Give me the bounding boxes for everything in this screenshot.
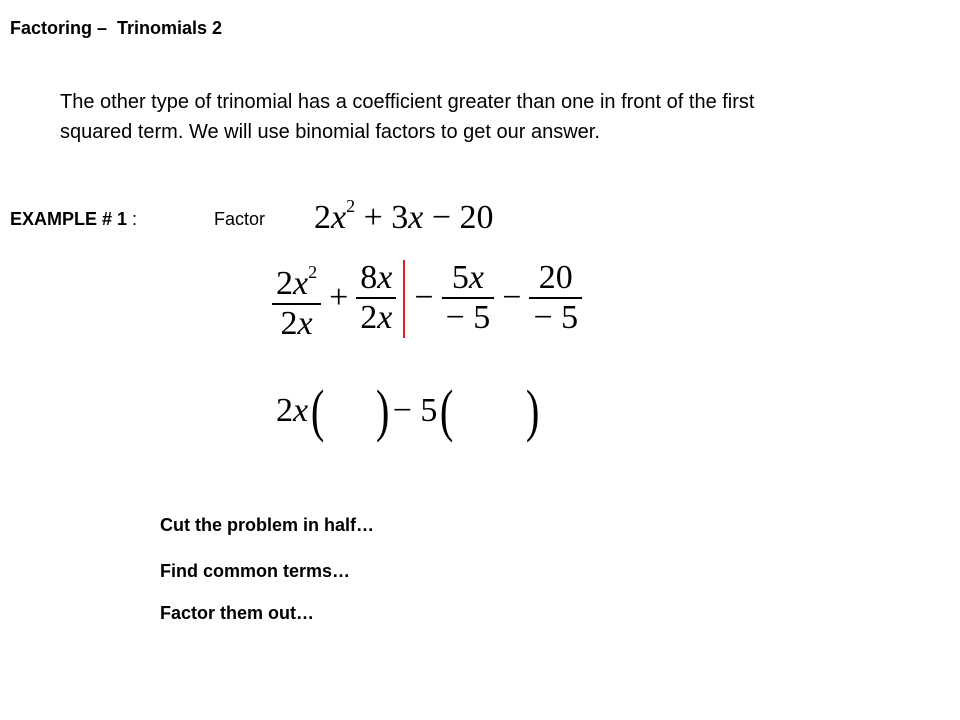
intro-line-2: squared term. We will use binomial factors to get our answer. <box>60 121 600 143</box>
problem-var: x <box>331 199 347 236</box>
slide-title: Factoring – Trinomials 2 <box>10 18 223 38</box>
f1-den-coef: 2 <box>280 304 298 342</box>
factored-expression <box>276 378 542 443</box>
fraction-1-numerator <box>272 253 321 303</box>
f1-num-coef: 2 <box>276 265 293 303</box>
f2-den-var: x <box>377 298 393 336</box>
f1-num-exp: 2 <box>308 262 318 283</box>
problem-expression <box>314 196 494 237</box>
factor-word: Factor <box>214 209 266 229</box>
fraction-4-denominator: − 5 <box>533 298 579 336</box>
f3-num-coef: 5 <box>451 259 469 297</box>
right-paren-1: ) <box>376 378 390 443</box>
problem-exp: 2 <box>346 196 356 216</box>
split-divider-line <box>403 260 405 338</box>
split-expression <box>268 256 586 340</box>
f1-den-var: x <box>297 304 313 342</box>
factored-coef1: 2 <box>276 392 293 429</box>
fraction-1-denominator <box>277 305 317 343</box>
fraction-3 <box>442 259 495 337</box>
operator-3: − <box>502 279 522 316</box>
problem-term3: − 20 <box>423 199 494 236</box>
left-paren-2: ( <box>440 378 454 443</box>
step-find-common-terms: Find common terms… <box>160 561 351 581</box>
f3-num-var: x <box>468 259 484 297</box>
example-label-colon: : <box>127 209 138 229</box>
f2-num-coef: 8 <box>360 259 378 297</box>
left-paren-1: ( <box>310 378 325 443</box>
fraction-4-numerator: 20 <box>538 259 573 297</box>
fraction-4 <box>529 259 582 337</box>
intro-paragraph <box>60 87 920 147</box>
f2-den-coef: 2 <box>360 298 378 336</box>
intro-line-1: The other type of trinomial has a coefficient greater than one in front of the first <box>60 91 755 113</box>
step-cut-in-half: Cut the problem in half… <box>160 515 374 535</box>
fraction-2 <box>356 259 396 337</box>
example-label-text: EXAMPLE # 1 <box>10 209 128 229</box>
problem-coef: 2 <box>314 199 331 236</box>
fraction-3-numerator <box>448 259 488 297</box>
fraction-1 <box>272 253 321 343</box>
fraction-3-denominator: − 5 <box>445 298 491 336</box>
operator-2: − <box>414 279 434 316</box>
problem-var2: x <box>408 199 424 236</box>
right-paren-2: ) <box>525 378 540 443</box>
factored-mid: − 5 <box>392 392 438 429</box>
factored-var1: x <box>293 392 309 429</box>
f1-num-var: x <box>293 265 309 303</box>
step-factor-out: Factor them out… <box>160 603 315 623</box>
problem-term2: + 3 <box>363 199 409 236</box>
fraction-2-denominator <box>356 299 396 337</box>
fraction-2-numerator <box>356 259 396 297</box>
example-label <box>10 209 137 230</box>
f2-num-var: x <box>377 259 393 297</box>
operator-1: + <box>329 279 349 316</box>
